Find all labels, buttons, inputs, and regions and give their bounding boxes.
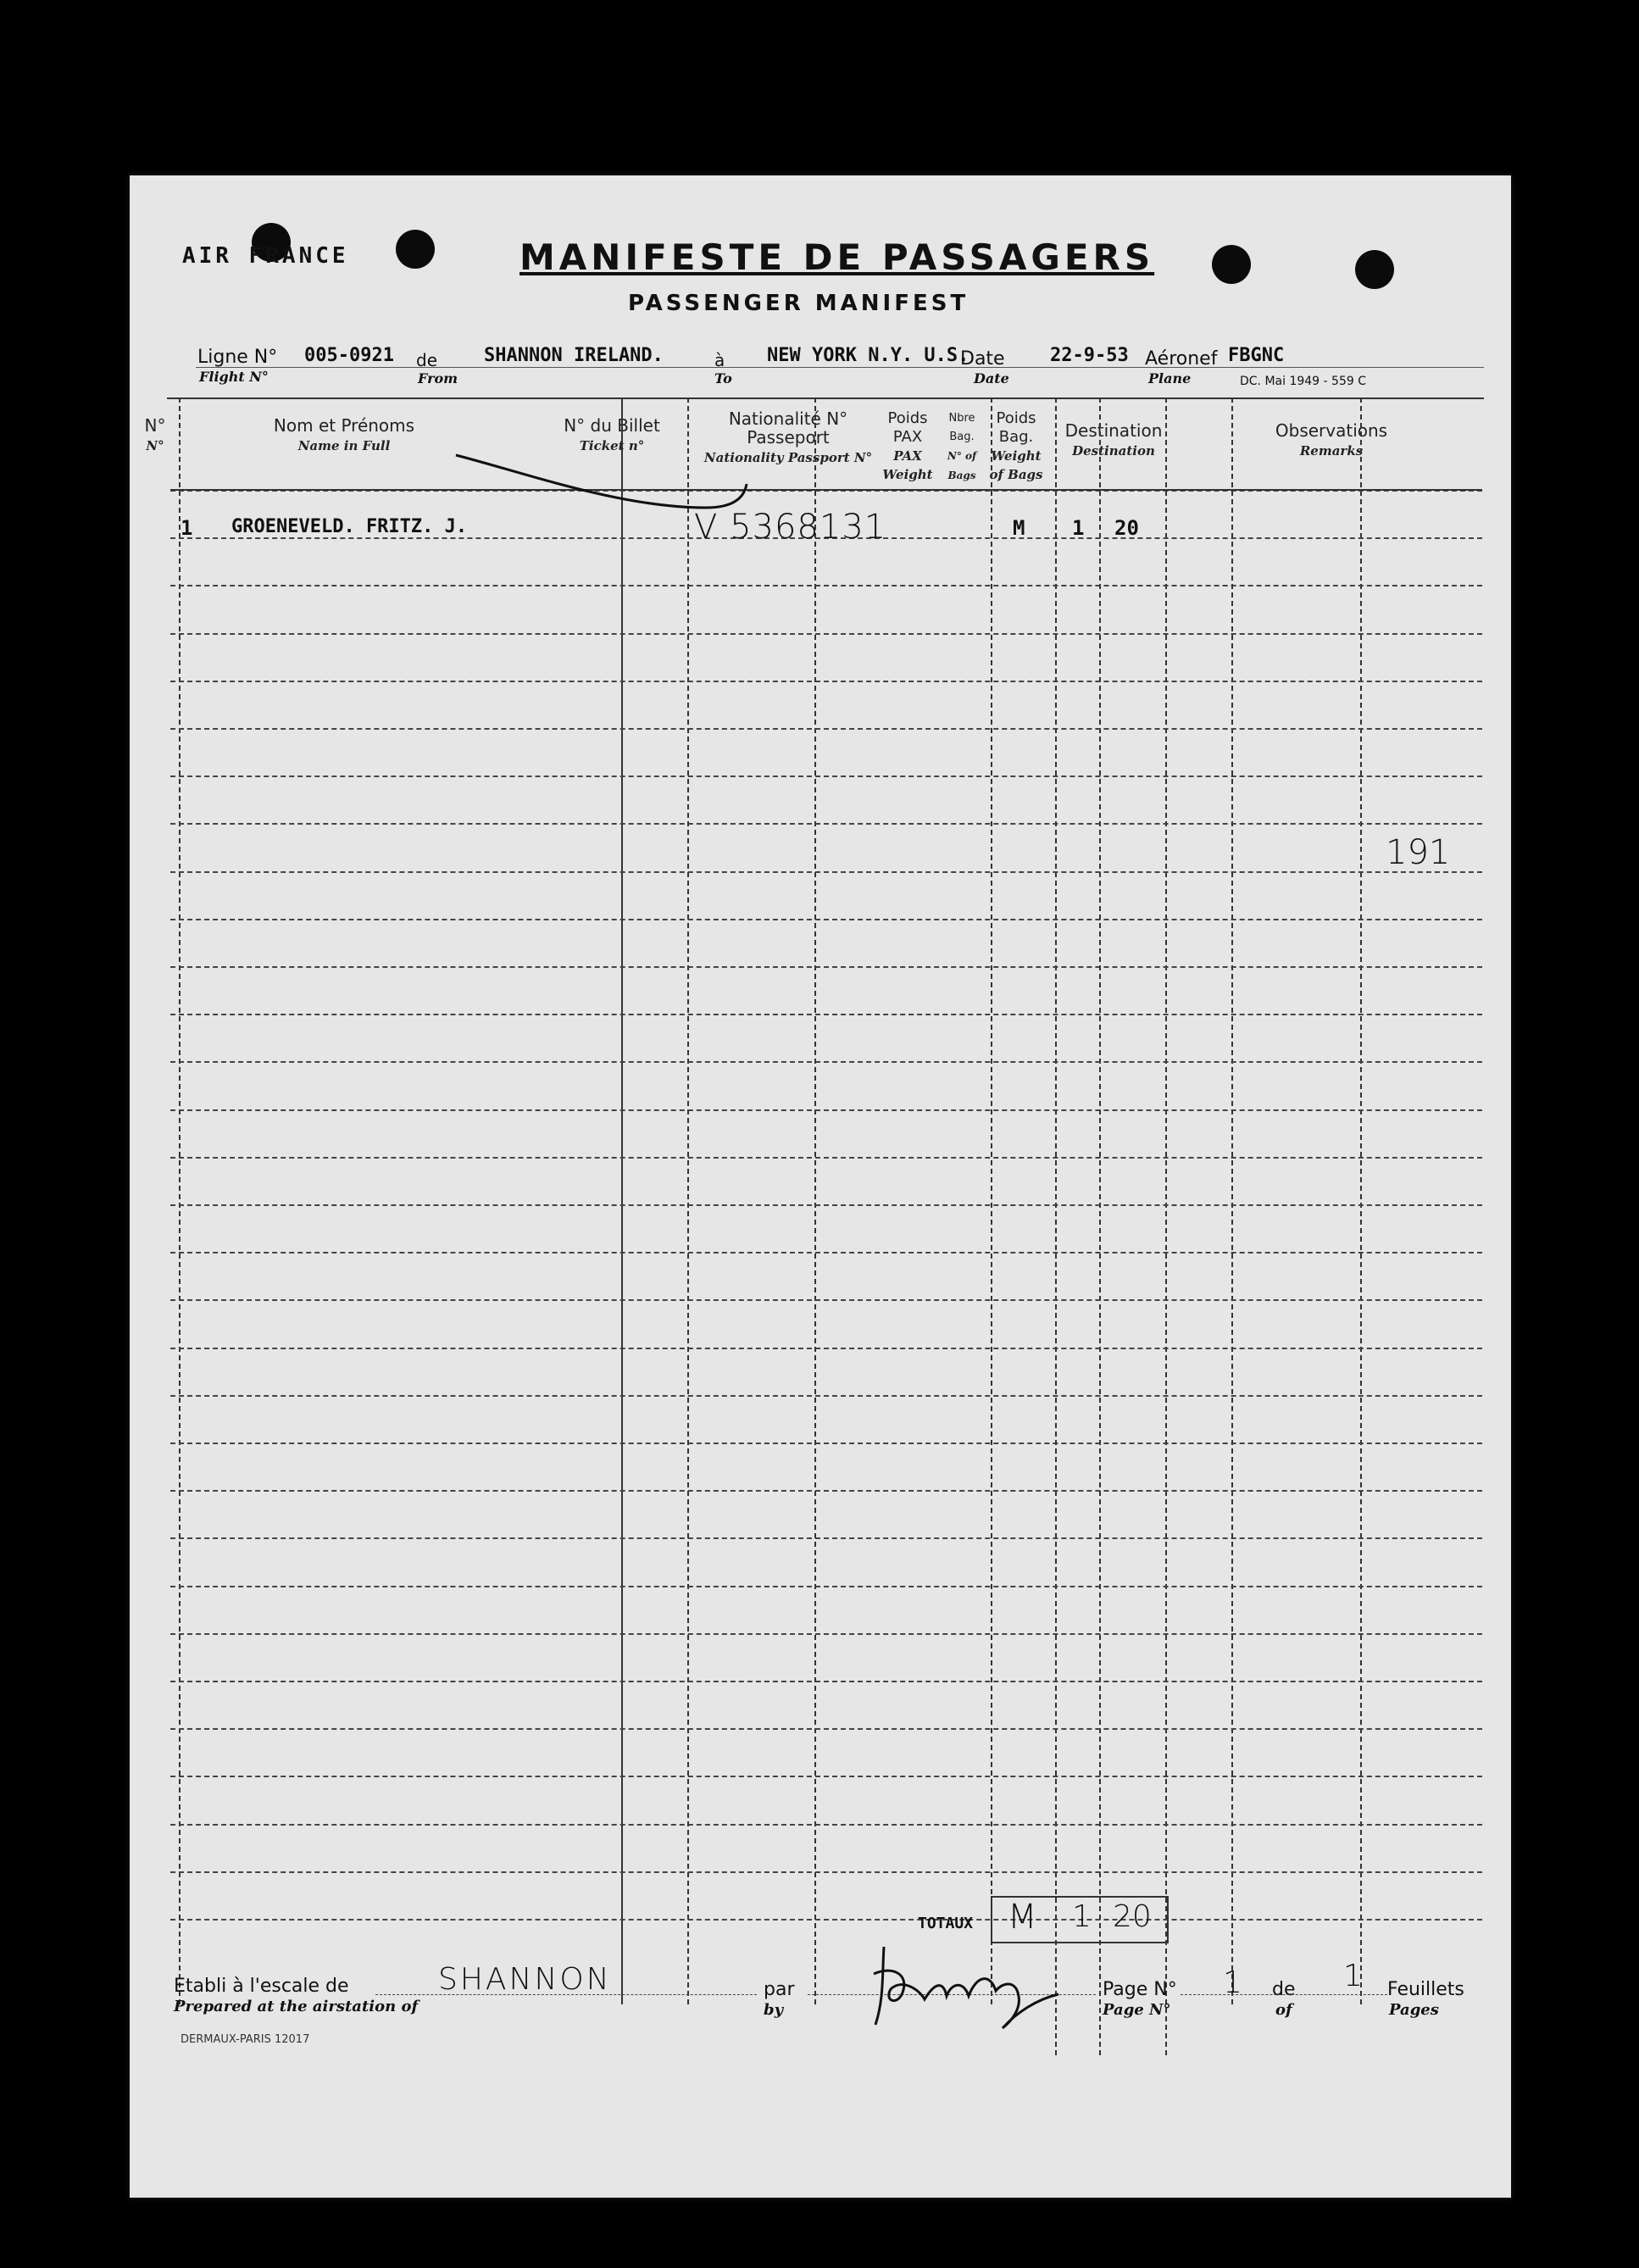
prepared-underline bbox=[375, 1994, 757, 1995]
row-rule bbox=[170, 585, 1482, 586]
col-header-no: N° N° bbox=[144, 415, 166, 453]
sheets-label: Feuillets bbox=[1387, 1979, 1464, 2000]
to-label-en: To bbox=[714, 370, 732, 386]
row-rule bbox=[170, 1395, 1482, 1397]
manifest-sheet bbox=[130, 175, 1511, 2198]
printer-imprint: DERMAUX-PARIS 12017 bbox=[181, 2033, 310, 2046]
page-label: Page N° bbox=[1103, 1979, 1177, 2000]
col-header-bag-weight: Poids Bag. Weight of Bags bbox=[989, 409, 1043, 482]
form-reference: DC. Mai 1949 - 559 C bbox=[1240, 375, 1366, 388]
row-rule bbox=[170, 1776, 1482, 1777]
row-rule bbox=[170, 1871, 1482, 1873]
manifest-title: MANIFESTE DE PASSAGERS bbox=[519, 236, 1155, 278]
table-top-border bbox=[167, 397, 1484, 399]
row-rule bbox=[170, 1348, 1482, 1349]
ticket-number: V 5368131 bbox=[694, 508, 887, 547]
row-rule bbox=[170, 1633, 1482, 1635]
punch-hole bbox=[396, 230, 435, 269]
row-rule bbox=[170, 1586, 1482, 1587]
info-underline bbox=[196, 367, 1484, 368]
row-rule bbox=[170, 1443, 1482, 1444]
page-underline bbox=[1181, 1994, 1387, 1995]
punch-hole bbox=[1355, 250, 1394, 289]
col-divider bbox=[621, 397, 623, 2004]
col-divider bbox=[687, 397, 689, 2004]
date-label: Date bbox=[960, 348, 1005, 370]
row-rule bbox=[170, 919, 1482, 920]
flight-label-en: Flight N° bbox=[199, 369, 269, 385]
to-station: NEW YORK N.Y. U.S. bbox=[767, 345, 970, 366]
col-header-pax-weight: Poids PAX PAX Weight bbox=[882, 409, 933, 482]
bag-weight: 20 bbox=[1114, 516, 1139, 540]
passenger-name: GROENEVELD. FRITZ. J. bbox=[231, 516, 468, 537]
prepared-station: SHANNON bbox=[438, 1962, 612, 1997]
col-divider bbox=[179, 397, 181, 2004]
row-rule bbox=[170, 1681, 1482, 1682]
col-header-ticket: N° du Billet Ticket n° bbox=[564, 415, 660, 453]
row-rule bbox=[170, 1299, 1482, 1301]
plane-label-en: Plane bbox=[1148, 370, 1192, 386]
of-label-en: of bbox=[1275, 2001, 1292, 2019]
bag-count: 1 bbox=[1072, 516, 1085, 540]
totals-label: TOTAUX bbox=[918, 1915, 974, 1932]
row-rule bbox=[170, 1537, 1482, 1539]
row-rule bbox=[170, 1204, 1482, 1206]
from-label-en: From bbox=[418, 370, 458, 386]
row-rule bbox=[170, 1728, 1482, 1730]
by-label: par bbox=[764, 1979, 795, 2000]
col-divider bbox=[1055, 397, 1057, 2055]
totals-weight: 20 bbox=[1113, 1899, 1152, 1934]
col-header-destination: Destination Destination bbox=[1064, 420, 1163, 459]
from-station: SHANNON IRELAND. bbox=[484, 345, 664, 366]
flight-date: 22-9-53 bbox=[1050, 345, 1129, 366]
totals-bags: 1 bbox=[1072, 1899, 1092, 1934]
col-header-name: Nom et Prénoms Name in Full bbox=[273, 415, 415, 453]
by-label-en: by bbox=[764, 2001, 784, 2019]
stamped-page-number: 191 bbox=[1386, 833, 1451, 872]
page-label-en: Page N° bbox=[1103, 2001, 1171, 2019]
header-rule bbox=[170, 489, 1482, 491]
totals-pax: M bbox=[1008, 1898, 1037, 1937]
signature bbox=[858, 1940, 1079, 2033]
row-rule bbox=[170, 1157, 1482, 1159]
row-rule bbox=[170, 1061, 1482, 1063]
col-divider bbox=[1231, 397, 1233, 2004]
row-rule bbox=[170, 775, 1482, 777]
row-rule bbox=[170, 1014, 1482, 1015]
row-number: 1 bbox=[181, 516, 193, 540]
of-label: de bbox=[1272, 1979, 1296, 2000]
date-label-en: Date bbox=[974, 370, 1009, 386]
prepared-label-en: Prepared at the airstation of bbox=[174, 1998, 419, 2015]
flight-label: Ligne N° bbox=[197, 347, 278, 368]
from-label: de bbox=[416, 350, 437, 370]
plane-code: FBGNC bbox=[1228, 345, 1285, 366]
row-rule bbox=[170, 871, 1482, 873]
col-divider bbox=[814, 397, 816, 2004]
total-pages: 1 bbox=[1343, 1959, 1363, 1993]
row-rule bbox=[170, 681, 1482, 682]
row-rule bbox=[170, 823, 1482, 825]
col-divider bbox=[1360, 397, 1362, 2004]
col-divider bbox=[1099, 397, 1101, 2055]
page-number: 1 bbox=[1223, 1965, 1242, 2000]
row-rule bbox=[170, 633, 1482, 635]
punch-hole bbox=[1212, 245, 1251, 284]
col-divider bbox=[1165, 397, 1167, 2055]
manifest-subtitle: PASSENGER MANIFEST bbox=[628, 291, 970, 316]
plane-label: Aéronef bbox=[1145, 348, 1218, 370]
sheets-label-en: Pages bbox=[1389, 2001, 1439, 2019]
col-header-bag-count: Nbre Bag. N° of Bags bbox=[947, 412, 977, 481]
col-divider bbox=[991, 397, 992, 2004]
row-rule bbox=[170, 1919, 1482, 1921]
pax-weight: M bbox=[1013, 516, 1025, 540]
flight-number: 005-0921 bbox=[304, 345, 394, 366]
row-rule bbox=[170, 1252, 1482, 1254]
prepared-label: Etabli à l'escale de bbox=[174, 1976, 349, 1997]
row-rule bbox=[170, 1109, 1482, 1111]
row-rule bbox=[170, 1490, 1482, 1492]
pen-stroke bbox=[452, 448, 757, 516]
row-rule bbox=[170, 1824, 1482, 1826]
col-header-nationality: Nationalité N° Passeport Nationality Passport N° bbox=[703, 409, 873, 465]
airline-name: AIR FRANCE bbox=[182, 243, 349, 269]
to-label: à bbox=[714, 350, 725, 370]
row-rule bbox=[170, 966, 1482, 968]
col-header-remarks: Observations Remarks bbox=[1275, 420, 1388, 459]
row-rule bbox=[170, 728, 1482, 730]
